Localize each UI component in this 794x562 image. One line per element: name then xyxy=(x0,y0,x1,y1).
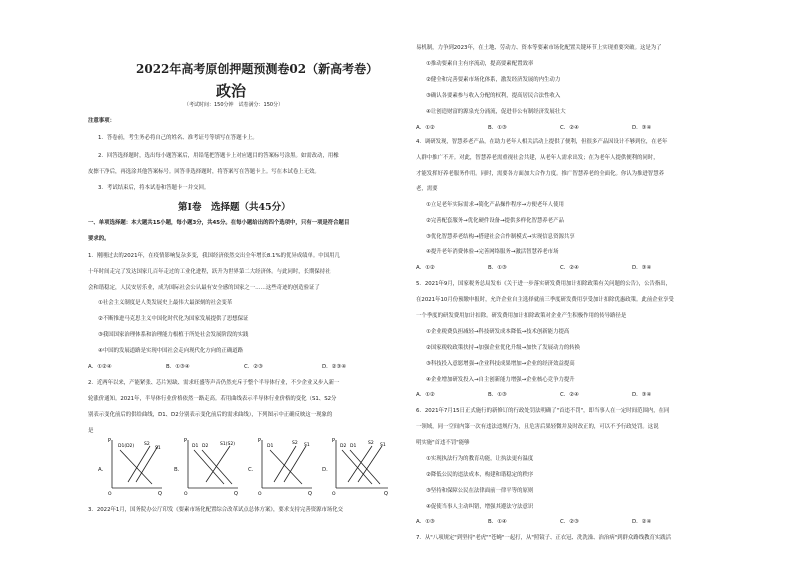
question-4-line: 才能发挥好养老服务作用。同时，需要各方面加大合作力度。推广智慧养老的全面化。你认为推进智慧养 xyxy=(416,171,664,177)
question-1-option: ③我国国家治理体系和治理能力根植于所处社会发展阶段的实践 xyxy=(98,332,249,338)
question-1-line: 1．刚刚过去的2021年，在疫情影响复杂多变，我国经济依然交出全年增长8.1%的优异成绩单。中国用几 xyxy=(88,253,340,259)
axis-o-label: O xyxy=(184,492,188,496)
axis-o-label: O xyxy=(332,492,336,496)
curve-label: S2 xyxy=(292,441,298,446)
question-3-answer-a: A．①② xyxy=(416,125,435,131)
question-5-option: ②国家税收政策扶持→加强企业优化升级→加快了发展动力的转换 xyxy=(426,345,581,351)
question-3-answer-c: C．②④ xyxy=(560,125,579,131)
graph-label-d: D． xyxy=(322,467,332,473)
question-6-line: 一领域，同一空间内第一次有违法违规行为，且危害后果轻微并及时改正的，可以不予行政处罚。这说 xyxy=(416,424,659,430)
question-5-answer-b: B．①③ xyxy=(488,392,507,398)
curve-label: D1 xyxy=(267,444,274,449)
question-6-option: ①实现执法行为的教育功能，让执法更有温度 xyxy=(426,456,534,462)
question-6-answer-d: D．②④ xyxy=(632,519,652,525)
question-1-answer-c: C．②③ xyxy=(244,364,263,370)
question-5-option: ④企业增加研发投入→自主创新能力增强→企业核心竞争力提升 xyxy=(426,377,575,383)
curve-label: D1 xyxy=(192,444,199,449)
question-6-line: 明实施"首违不罚"能够 xyxy=(416,440,470,446)
curve-label: S1 xyxy=(304,443,310,448)
curve-label: S1 xyxy=(155,446,161,451)
question-3-option: ③确认各要素参与收入分配的权利，提高居民合法性收入 xyxy=(426,93,561,99)
axis-p-label: P xyxy=(258,438,262,444)
question-3-answer-b: B．①③ xyxy=(488,125,507,131)
curve-label: S2 xyxy=(368,441,374,446)
axis-p-label: P xyxy=(332,438,336,444)
question-6-answer-b: B．①④ xyxy=(488,519,507,525)
question-1-line: 十年时间走完了发达国家几百年走过的工业化进程，跃升为世界第二大经济体。与此同时，长期保持社 xyxy=(88,269,331,275)
graph-label-a: A． xyxy=(98,467,108,473)
question-5-answer-d: D．③④ xyxy=(632,392,652,398)
question-1-answer-a: A．①②④ xyxy=(88,364,112,370)
question-6-line: 6．2021年7月15日正式施行的新修订的行政处罚法明确了"首违不罚"，即当事人在一定时间范围内，在同 xyxy=(416,408,670,414)
curve-label: D2 xyxy=(202,444,209,449)
question-5-option: ③科技投入意愿增强→企业科技成果增加→企业的经济效益提高 xyxy=(426,361,575,367)
question-6-answer-a: A．①③ xyxy=(416,519,435,525)
curve-label: D1(D2) xyxy=(118,444,135,449)
question-4-option: ②完善配套服务→优化硬件设备→提供多样化智慧养老产品 xyxy=(426,218,564,224)
column-divider xyxy=(408,20,409,550)
question-5-option: ①企业税费负担减轻→科技研发成本降低→技术创新能力提高 xyxy=(426,329,570,335)
axis-q-label: Q xyxy=(234,491,238,496)
supply-demand-graph-a xyxy=(108,436,164,496)
question-1-answer-d: D．②③④ xyxy=(322,364,347,370)
question-2-line: 轮涨价通知。2021年，半导体行业价格依然一路走高。若用曲线表示半导体行业价格的变化（S1、S2分 xyxy=(88,396,337,402)
question-3-line: 3．2022年1月，国务院办公厅印发《要素市场化配置综合改革试点总体方案》，要求支持完善资源市场化交 xyxy=(88,507,344,513)
question-6-option: ④促使当事人主动纠错，增强其遵法守法意识 xyxy=(426,504,534,510)
exam-info: （考试时间：150分钟 试卷满分：150分） xyxy=(184,102,284,108)
question-3-option: ④让创造财富的源泉充分涌流，促进非公有制经济发展壮大 xyxy=(426,109,566,115)
curve-label: S2 xyxy=(144,442,150,447)
question-1-option: ②不断推进马克思主义中国化时代化为国家发展提供了思想保证 xyxy=(98,316,249,322)
question-5-answer-c: C．②④ xyxy=(560,392,579,398)
question-5-answer-a: A．①② xyxy=(416,392,435,398)
curve-label: S1(S2) xyxy=(220,442,235,447)
note-item: 1．答卷前，考生务必将自己的姓名、准考证号等填写在答题卡上。 xyxy=(98,135,258,141)
question-2-line: 2．近两年以来，产能紧张、芯片短缺、需求旺盛等声音仍然充斥于整个半导体行业，不少企业又步入新一 xyxy=(88,380,340,386)
notes-heading: 注意事项： xyxy=(88,118,115,124)
question-1-option: ④中国的发展道路是实现中国社会走向现代化方向的正确道路 xyxy=(98,348,243,354)
section-instruction: 要求的。 xyxy=(88,236,110,242)
question-2-line: 别表示变化前后的供给曲线，D1、D2分别表示变化前后的需求曲线），下列图示中正确反映这一现象的 xyxy=(88,412,333,418)
question-7-line: 7．从"八项规定"到坚持"老虎""苍蝇"一起打，从"照镜子、正衣冠、洗洗澡、治治病"到群众路线教育实践活 xyxy=(416,535,672,541)
question-3-option: ②健全和完善要素市场化体系，激发经济发展的内生动力 xyxy=(426,77,561,83)
question-1-line: 会和谐稳定，人民安居乐业，成为国际社会公认最有安全感的国家之一……这些奇迹的创造验证了 xyxy=(88,285,320,291)
question-5-line: 一个季度的研发费用加计扣除。研发费用加计扣除政策对企业产生积极作用的传导路径是 xyxy=(416,313,627,319)
graph-label-c: C． xyxy=(248,467,258,473)
question-6-answer-c: C．②③ xyxy=(560,519,579,525)
section-title: 第Ⅰ卷 选择题（共45分） xyxy=(178,202,291,213)
question-3-option: ①推动要素自主有序流动，提高要素配置效率 xyxy=(426,61,534,67)
question-5-line: 在2021年10月份预缴申报时，允许企业自主选择就前三季度研发费用享受加计扣除优惠政策。此前企业享受 xyxy=(416,297,674,303)
question-4-option: ③优化智慧养老结构→搭建社会合作制模式→实现信息资源共享 xyxy=(426,234,575,240)
question-4-answer-b: B．①③ xyxy=(488,265,507,271)
question-4-answer-c: C．②④ xyxy=(560,265,579,271)
axis-o-label: O xyxy=(108,492,112,496)
axis-q-label: Q xyxy=(384,491,388,496)
question-3-answer-d: D．③④ xyxy=(632,125,652,131)
question-6-option: ②降低公民的违法成本，构建和谐稳定的秩序 xyxy=(426,472,534,478)
supply-demand-graph-d xyxy=(332,436,392,496)
exam-title: 2022年高考原创押题预测卷02（新高考卷） xyxy=(136,62,379,76)
axis-p-label: P xyxy=(108,438,112,444)
supply-demand-graph-c xyxy=(258,436,314,496)
supply-demand-graph-b xyxy=(184,436,240,496)
question-4-line: 人群中推广不开。对此，智慧养老需重视社会共建，从老年人需求出发；在为老年人提供便利的同时， xyxy=(416,155,659,161)
axis-q-label: Q xyxy=(158,491,162,496)
curve-label: S1 xyxy=(380,443,386,448)
note-item: 2．回答选择题时，选出每小题答案后，用铅笔把答题卡上对应题目的答案标号涂黑。如需改动，用橡 xyxy=(98,153,339,159)
axis-o-label: O xyxy=(258,492,262,496)
question-5-line: 5．2021年9月，国家税务总局发布《关于进一步落实研发费用加计扣除政策有关问题的公告》，公告指出， xyxy=(416,281,672,287)
axis-p-label: P xyxy=(184,438,188,444)
question-3-line: 易机制，力争到2023年，在土地、劳动力、资本等要素市场化配置关键环节上实现重要突破。这是为了 xyxy=(416,45,662,51)
question-4-line: 老，需要 xyxy=(416,186,438,192)
note-item: 皮擦干净后，再选涂其他答案标号。回答非选择题时，将答案写在答题卡上。写在本试卷上无效。 xyxy=(88,169,320,175)
question-4-answer-d: D．③④ xyxy=(632,265,652,271)
curve-label: D1 xyxy=(350,444,357,449)
question-1-option: ①社会主义制度是人类发展史上最伟大最深刻的社会变革 xyxy=(98,300,233,306)
question-6-option: ③坚持和保障公民在法律面前一律平等的原则 xyxy=(426,488,534,494)
question-4-option: ①立足老年实际需求→简化产品操作程序→方便老年人使用 xyxy=(426,202,564,208)
subject-title: 政治 xyxy=(216,82,247,100)
question-4-answer-a: A．①② xyxy=(416,265,435,271)
axis-q-label: Q xyxy=(308,491,312,496)
question-2-line: 是 xyxy=(88,428,94,434)
question-4-line: 4．调研发现，智慧养老产品，在助力老年人相关活动上提供了便利，但很多产品因设计不够到位，在老年 xyxy=(416,139,668,145)
question-4-option: ④提升老年消费体验→完善网络服务→激活智慧养老市场 xyxy=(426,249,559,255)
graph-label-b: B． xyxy=(174,467,184,473)
curve-label: D2 xyxy=(340,444,347,449)
note-item: 3．考试结束后，将本试卷和答题卡一并交回。 xyxy=(98,185,210,191)
section-instruction: 一、单项选择题：本大题共15小题，每小题3分，共45分。在每小题给出的四个选项中，只有一项是符合题目 xyxy=(88,220,350,226)
question-1-answer-b: B．①③④ xyxy=(166,364,190,370)
